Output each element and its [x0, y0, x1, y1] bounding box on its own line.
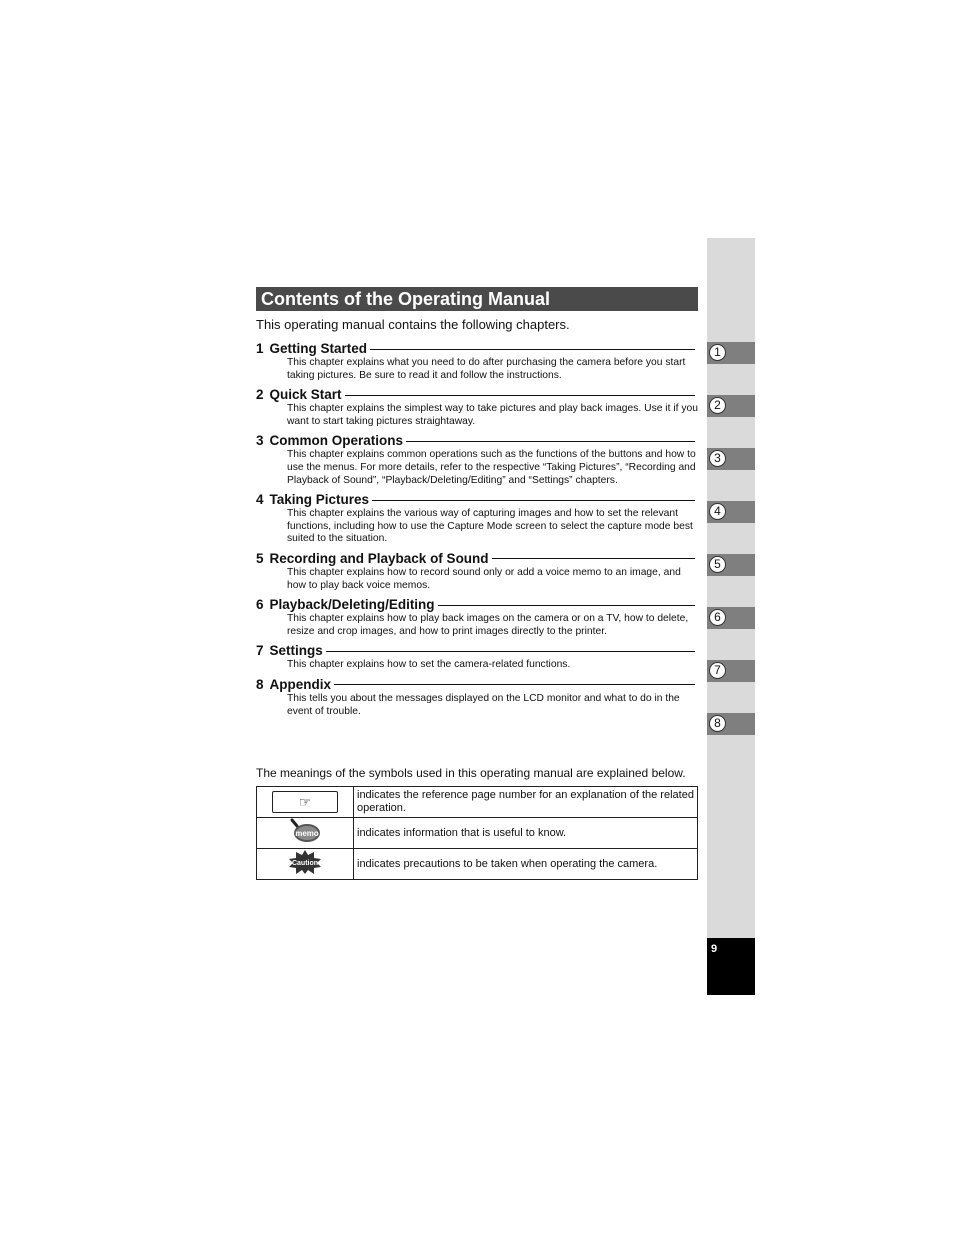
chapter-tab-3[interactable] [707, 448, 755, 470]
chapter-tab-4[interactable] [707, 501, 755, 523]
chapter-heading[interactable] [256, 676, 698, 693]
chapter-title: Taking Pictures [269, 492, 370, 508]
chapter-number: 7 [256, 643, 264, 659]
chapter-tab-8[interactable] [707, 713, 755, 735]
chapter-entry-1 [256, 340, 698, 382]
chapter-heading[interactable] [256, 340, 698, 357]
chapter-entry-8 [256, 676, 698, 718]
reference-pointer-icon: ☞ [272, 791, 338, 813]
chapter-description: This chapter explains how to play back images on the camera or on a TV, how to delete, resize and crop images, and how to print images directly to the printer. [287, 613, 689, 637]
symbol-cell [257, 787, 354, 818]
chapter-number: 1 [256, 341, 264, 356]
tab-number: 1 [709, 344, 726, 361]
memo-icon [288, 818, 322, 844]
chapter-description: This chapter explains how to record sound only or add a voice memo to an image, and how to play back voice memos. [287, 566, 681, 591]
tab-number: 3 [709, 450, 726, 467]
leader-rule [492, 558, 695, 559]
chapter-number: 5 [256, 550, 264, 566]
chapter-tab-6[interactable] [707, 607, 755, 629]
chapter-number: 2 [256, 387, 264, 403]
tab-number: 8 [709, 715, 726, 732]
chapter-entry-4 [256, 491, 698, 546]
tab-number: 7 [709, 662, 726, 679]
caution-icon [288, 849, 322, 875]
leader-rule [370, 349, 695, 350]
chapter-entry-6 [256, 596, 698, 638]
table-row [257, 787, 698, 818]
tab-number: 5 [709, 556, 726, 573]
page-number-box [707, 938, 755, 995]
leader-rule [438, 605, 695, 606]
leader-rule [345, 395, 695, 396]
caution-label: Caution [291, 860, 319, 867]
chapter-heading[interactable] [256, 432, 698, 449]
page-title: Contents of the Operating Manual [256, 287, 698, 311]
chapter-title: Settings [269, 643, 323, 659]
tab-number: 6 [709, 609, 726, 626]
table-row [257, 818, 698, 849]
chapter-title: Appendix [269, 676, 332, 692]
tab-number: 4 [709, 503, 726, 520]
chapter-number: 8 [256, 676, 264, 692]
chapter-tab-2[interactable] [707, 395, 755, 417]
chapter-title: Recording and Playback of Sound [269, 550, 489, 566]
chapter-description: This chapter explains the various way of capturing images and how to set the relevant functions, including how to use the Capture Mode screen to select the capture mode best suited to the situation. [287, 508, 693, 545]
symbol-description: indicates information that is useful to know. [354, 818, 698, 849]
chapter-heading[interactable] [256, 386, 698, 403]
chapter-description: This chapter explains what you need to do after purchasing the camera before you start taking pictures. Be sure to read it and follow the instructions. [287, 357, 686, 381]
table-row [257, 849, 698, 880]
chapter-heading[interactable] [256, 550, 698, 567]
leader-rule [326, 651, 695, 652]
symbol-description: indicates precautions to be taken when operating the camera. [354, 849, 698, 880]
symbol-cell [257, 818, 354, 849]
contents-section [256, 287, 698, 722]
leader-rule [334, 684, 695, 685]
chapter-description: This chapter explains common operations such as the functions of the buttons and how to use the menus. For more details, refer to the respective “Taking Pictures”, “Recording and Playback of Sound”, “Playback/Deleting/Editing” and “Settings” chapters. [287, 449, 696, 486]
chapter-number: 6 [256, 597, 264, 613]
chapter-description: This chapter explains the simplest way to take pictures and play back images. Use it if you want to start taking pictures straightaway. [287, 403, 698, 427]
chapter-title: Getting Started [269, 341, 368, 356]
leader-rule [406, 441, 695, 442]
chapter-description: This chapter explains how to set the camera-related functions. [287, 659, 571, 671]
chapter-entry-5 [256, 550, 698, 592]
leader-rule [372, 500, 695, 501]
chapter-heading[interactable] [256, 642, 698, 659]
chapter-number: 4 [256, 492, 264, 508]
chapter-tab-7[interactable] [707, 660, 755, 682]
symbol-cell [257, 849, 354, 880]
chapter-heading[interactable] [256, 491, 698, 508]
chapter-entry-3 [256, 432, 698, 487]
chapter-heading[interactable] [256, 596, 698, 613]
page-number: 9 [711, 943, 718, 955]
chapter-entry-7 [256, 642, 698, 672]
chapter-title: Common Operations [269, 433, 404, 449]
intro-text: This operating manual contains the following chapters. [256, 317, 570, 332]
chapter-list [256, 340, 698, 718]
memo-label: memo [295, 829, 319, 838]
chapter-tab-1[interactable] [707, 342, 755, 364]
chapter-description: This tells you about the messages displayed on the LCD monitor and what to do in the event of trouble. [287, 692, 680, 717]
symbol-description: indicates the reference page number for an explanation of the related operation. [354, 787, 698, 818]
chapter-title: Quick Start [269, 387, 342, 403]
symbols-table [256, 786, 698, 880]
chapter-entry-2 [256, 386, 698, 428]
symbols-intro-text: The meanings of the symbols used in this operating manual are explained below. [256, 766, 686, 780]
chapter-number: 3 [256, 433, 264, 449]
chapter-title: Playback/Deleting/Editing [269, 597, 435, 613]
tab-number: 2 [709, 397, 726, 414]
chapter-tab-5[interactable] [707, 554, 755, 576]
